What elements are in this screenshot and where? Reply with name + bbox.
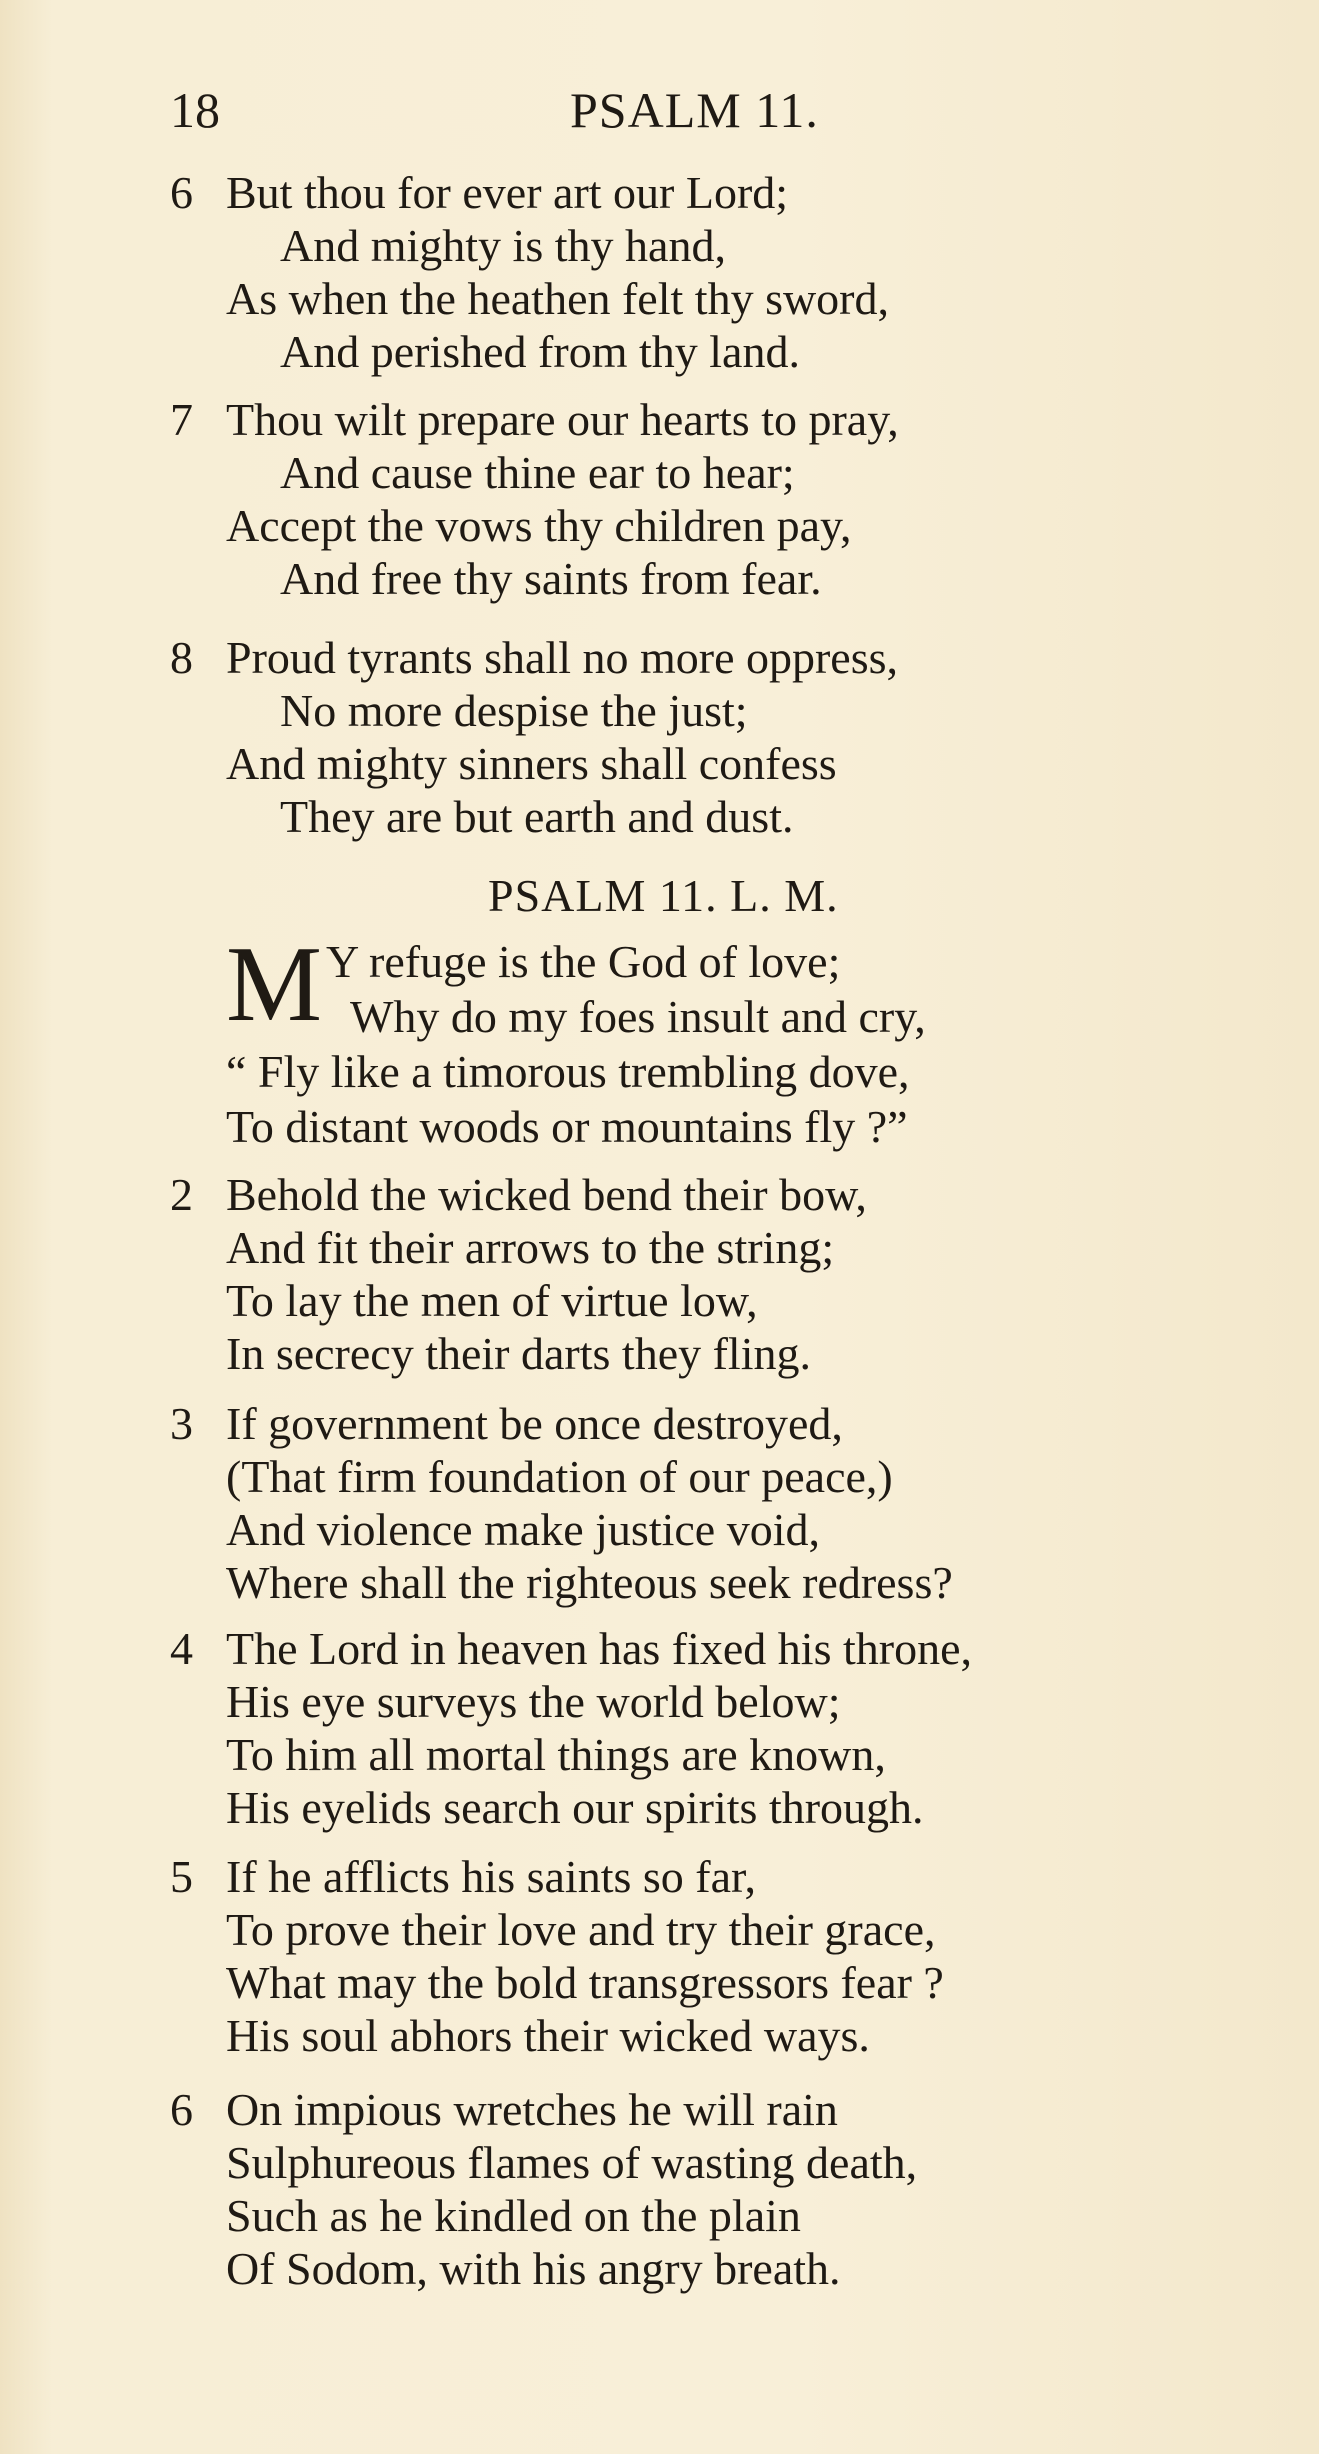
stanza-number: 6: [170, 167, 193, 218]
stanza-number: 8: [170, 632, 193, 683]
verse-line: And fit their arrows to the string;: [226, 1222, 835, 1273]
verse-line: The Lord in heaven has fixed his throne,: [226, 1623, 972, 1674]
stanza-number: 6: [170, 2084, 193, 2135]
verse-line: But thou for ever art our Lord;: [226, 167, 789, 218]
verse-line: And mighty is thy hand,: [280, 220, 726, 271]
verse-line: And mighty sinners shall confess: [226, 738, 837, 789]
stanza-number: 4: [170, 1623, 193, 1674]
verse-line: And free thy saints from fear.: [280, 553, 822, 604]
verse-line: As when the heathen felt thy sword,: [226, 273, 890, 324]
verse-line: If government be once destroyed,: [226, 1398, 843, 1449]
verse-line: Such as he kindled on the plain: [226, 2190, 801, 2241]
verse-line: No more despise the just;: [280, 685, 748, 736]
verse-line: In secrecy their darts they fling.: [226, 1328, 811, 1379]
running-header: [170, 80, 870, 140]
verse-line: “ Fly like a timorous trembling dove,: [226, 1046, 910, 1097]
verse-line: (That firm foundation of our peace,): [226, 1451, 893, 1502]
verse-line: To lay the men of virtue low,: [226, 1275, 758, 1326]
verse-line: His eyelids search our spirits through.: [226, 1782, 924, 1833]
verse-line: Behold the wicked bend their bow,: [226, 1169, 867, 1220]
verse-line: To distant woods or mountains fly ?”: [226, 1101, 908, 1152]
verse-line: And cause thine ear to hear;: [280, 447, 795, 498]
verse-line: And perished from thy land.: [280, 326, 800, 377]
verse-line: Thou wilt prepare our hearts to pray,: [226, 394, 899, 445]
stanza-number: 7: [170, 394, 193, 445]
verse-line: Why do my foes insult and cry,: [350, 991, 926, 1042]
verse-line: Y refuge is the God of love;: [326, 936, 841, 987]
verse-line: Of Sodom, with his angry breath.: [226, 2243, 841, 2294]
running-title: PSALM 11.: [570, 82, 819, 138]
verse-line: His soul abhors their wicked ways.: [226, 2010, 870, 2061]
stanza-number: 5: [170, 1851, 193, 1902]
verse-line: Proud tyrants shall no more oppress,: [226, 632, 899, 683]
verse-line: Where shall the righteous seek redress?: [226, 1557, 953, 1608]
verse-line: And violence make justice void,: [226, 1504, 821, 1555]
verse-line: On impious wretches he will rain: [226, 2084, 838, 2135]
verse-line: What may the bold transgressors fear ?: [226, 1957, 944, 2008]
verse-line: Sulphureous flames of wasting death,: [226, 2137, 918, 2188]
verse-line: Accept the vows thy children pay,: [226, 500, 852, 551]
verse-line: They are but earth and dust.: [280, 791, 794, 842]
drop-cap: M: [226, 925, 323, 1044]
verse-line: To prove their love and try their grace,: [226, 1904, 936, 1955]
verse-line: To him all mortal things are known,: [226, 1729, 886, 1780]
verse-line: If he afflicts his saints so far,: [226, 1851, 757, 1902]
psalm-heading: PSALM 11. L. M.: [488, 870, 839, 921]
page-number: 18: [170, 82, 220, 138]
stanza-number: 3: [170, 1398, 193, 1449]
stanza-number: 2: [170, 1169, 193, 1220]
verse-line: His eye surveys the world below;: [226, 1676, 841, 1727]
